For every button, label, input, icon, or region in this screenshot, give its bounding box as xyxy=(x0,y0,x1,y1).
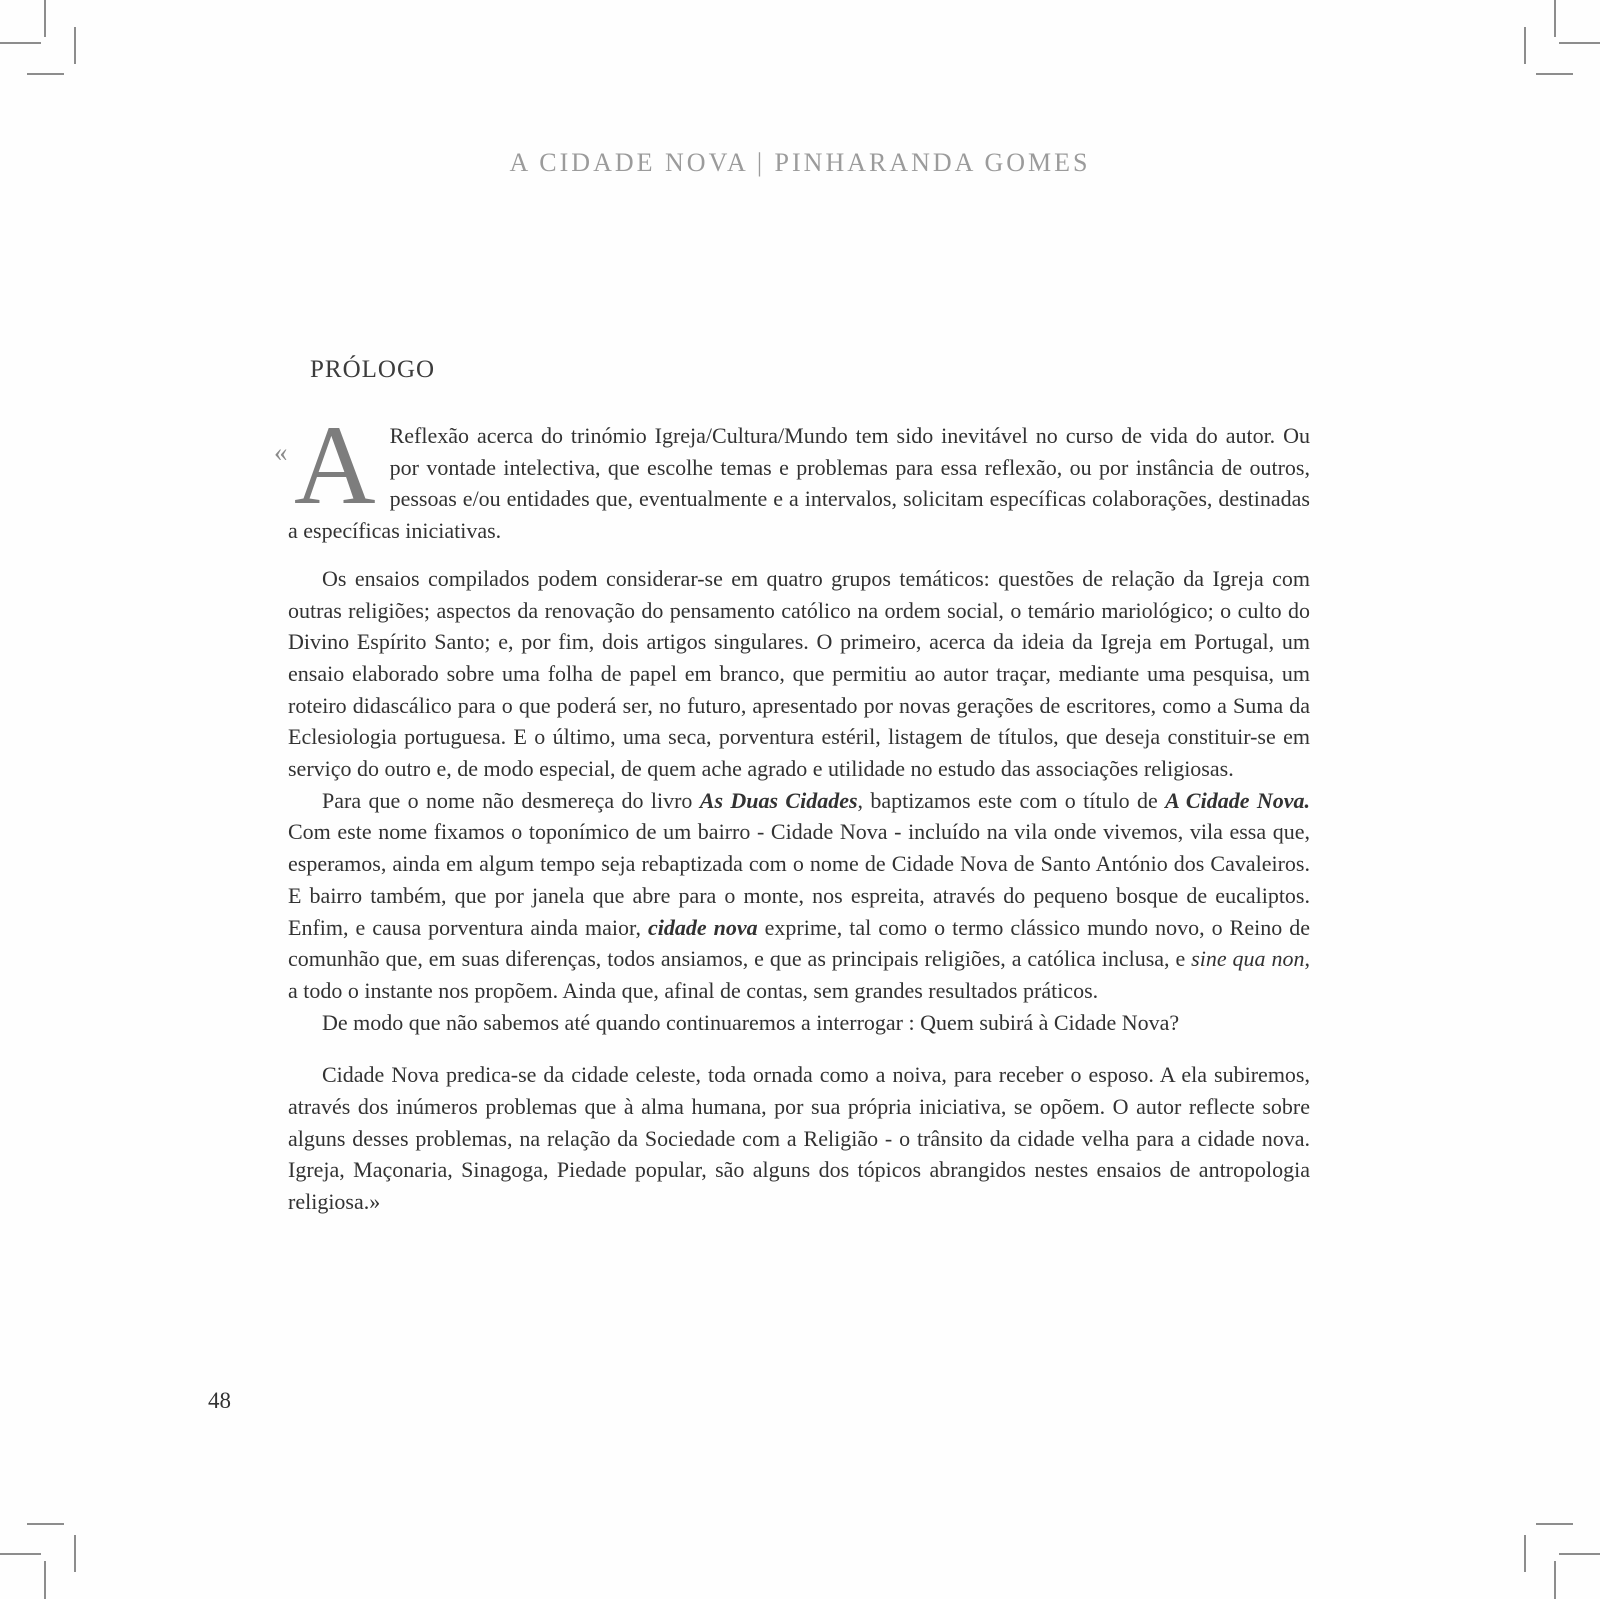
crop-mark xyxy=(0,1553,41,1555)
crop-mark xyxy=(1559,42,1600,44)
text-segment: Com este nome fixamos o toponímico de um bairro - Cidade Nova - incluído na vila onde vivemos, vila essa que, esperamos, ainda em algum tempo seja rebaptizada com o nome de Cidade Nova de Santo António dos Cavaleiros. E bairro também, que por janela que abre para o monte, nos espreita, através do pequeno bosque de eucaliptos. Enfim, e causa porventura ainda maior, xyxy=(288,819,1310,940)
crop-mark xyxy=(1536,1523,1573,1525)
text-segment: exprime, tal como o termo clássico mundo novo, o Reino de comunhão que, em suas diferenças, todos ansiamos, e que as principais religiões, a católica inclusa, e xyxy=(288,914,1310,972)
crop-mark xyxy=(0,42,41,44)
crop-mark xyxy=(1554,1561,1556,1599)
text-segment: A Cidade Nova. xyxy=(1165,787,1310,813)
page-number: 48 xyxy=(208,1388,231,1413)
text-segment: Reflexão acerca do trinómio Igreja/Cultura/Mundo tem sido inevitável no curso de vida do autor. Ou por vontade intelectiva, que escolhe temas e problemas para essa reflexão, ou por instância de outros, pessoas e/ou entidades que, eventualmente e a intervalos, solicitam específicas colaborações, destinadas a específicas iniciativas. xyxy=(288,423,1310,544)
text-segment: Para que o nome não desmereça do livro xyxy=(322,787,700,813)
text-segment: As Duas Cidades xyxy=(699,787,858,813)
crop-mark xyxy=(44,0,46,37)
paragraph-closing xyxy=(288,1059,1310,1218)
crop-mark xyxy=(1554,0,1556,37)
drop-cap: A xyxy=(294,403,376,528)
paragraph-essay-groups xyxy=(288,563,1310,785)
paragraph-text xyxy=(288,423,1310,543)
crop-mark xyxy=(1524,1535,1526,1572)
text-segment: cidade nova xyxy=(648,914,758,940)
section-title: PRÓLOGO xyxy=(310,356,436,383)
text-segment: , a todo o instante nos propõem. Ainda que, afinal de contas, sem grandes resultados práticos. xyxy=(288,946,1310,1003)
crop-mark xyxy=(1559,1553,1600,1555)
crop-mark xyxy=(27,1523,64,1525)
paragraph-question xyxy=(288,1007,1310,1039)
opening-guillemet: « xyxy=(274,437,288,467)
crop-mark xyxy=(1536,73,1573,75)
paragraph-title-origin xyxy=(288,785,1310,1007)
crop-mark xyxy=(1524,27,1526,64)
text-segment: Os ensaios compilados podem considerar-se em quatro grupos temáticos: questões de relação da Igreja com outras religiões; aspectos da renovação do pensamento católico na ordem social, o temário mariológico; o culto do Divino Espírito Santo; e, por fim, dois artigos singulares. O primeiro, acerca da ideia da Igreja em Portugal, um ensaio elaborado sobre uma folha de papel em branco, que permitiu ao autor traçar, mediante uma pesquisa, um roteiro didascálico para o que poderá ser, no futuro, apresentado por novas gerações de escritores, como a Suma da Eclesiologia portuguesa. E o último, uma seca, porventura estéril, listagem de títulos, que deseja constituir-se em serviço do outro e, de modo especial, de quem ache agrado e utilidade no estudo das associações religiosas. xyxy=(288,565,1310,782)
crop-mark xyxy=(74,1535,76,1572)
text-segment: , baptizamos este com o título de xyxy=(857,787,1166,813)
text-column xyxy=(274,355,1310,1218)
crop-mark xyxy=(74,27,76,64)
crop-mark xyxy=(27,73,64,75)
text-segment: Cidade Nova predica-se da cidade celeste, toda ornada como a noiva, para receber o esposo. A ela subiremos, através dos inúmeros problemas que à alma humana, por sua própria iniciativa, se opõem. O autor reflecte sobre alguns desses problemas, na relação da Sociedade com a Religião - o trânsito da cidade velha para a cidade nova. Igreja, Maçonaria, Sinagoga, Piedade popular, são alguns dos tópicos abrangidos nestes ensaios de antropologia religiosa.» xyxy=(288,1062,1310,1215)
paragraph-opening xyxy=(274,403,1310,547)
crop-mark xyxy=(44,1561,46,1599)
text-segment: sine qua non xyxy=(1191,946,1305,972)
running-header: A CIDADE NOVA | PINHARANDA GOMES xyxy=(509,148,1091,177)
text-segment: De modo que não sabemos até quando continuaremos a interrogar : Quem subirá à Cidade Nova? xyxy=(322,1009,1180,1035)
